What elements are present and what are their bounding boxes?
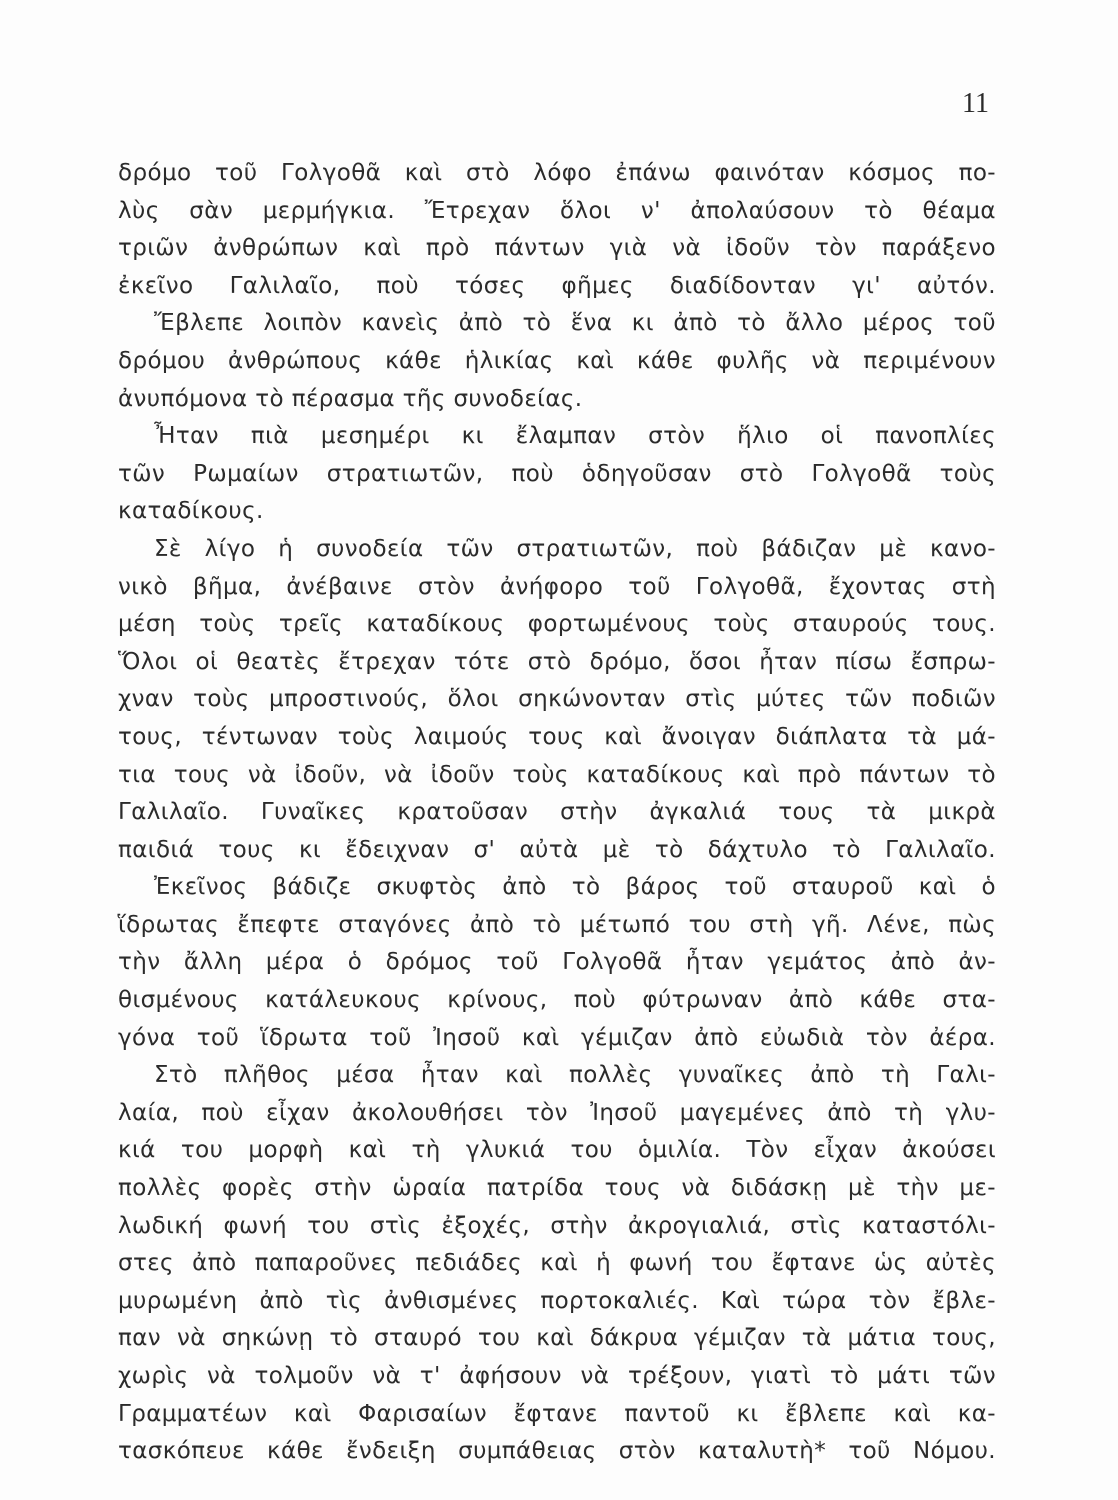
text-line: ἀνυπόμονα τὸ πέρασμα τῆς συνοδείας. <box>118 385 583 412</box>
text-line: χναν τοὺς μπροστινούς, ὅλοι σηκώνονταν στὶς μύτες τῶν ποδιῶν <box>118 686 996 713</box>
text-line: καταδίκους. <box>118 498 264 525</box>
body-text <box>118 155 996 1471</box>
text-line: Ἐκεῖνος βάδιζε σκυφτὸς ἀπὸ τὸ βάρος τοῦ σταυροῦ καὶ ὁ <box>154 874 996 901</box>
text-line: δρόμο τοῦ Γολγοθᾶ καὶ στὸ λόφο ἐπάνω φαινόταν κόσμος πο- <box>118 160 996 186</box>
text-line: θισμένους κατάλευκους κρίνους, ποὺ φύτρωναν ἀπὸ κάθε στα- <box>118 987 996 1014</box>
text-line: Ἦταν πιὰ μεσημέρι κι ἔλαμπαν στὸν ἥλιο οἱ πανοπλίες <box>154 423 996 450</box>
text-line: Γραμματέων καὶ Φαρισαίων ἔφτανε παντοῦ κι ἔβλεπε καὶ κα- <box>118 1400 996 1427</box>
text-line: μυρωμένη ἀπὸ τὶς ἀνθισμένες πορτοκαλιές. Καὶ τώρα τὸν ἔβλε- <box>118 1287 996 1314</box>
text-line: Στὸ πλῆθος μέσα ἦταν καὶ πολλὲς γυναῖκες ἀπὸ τὴ Γαλι- <box>154 1062 996 1089</box>
text-line: νικὸ βῆμα, ἀνέβαινε στὸν ἀνήφορο τοῦ Γολγοθᾶ, ἔχοντας στὴ <box>118 573 996 600</box>
text-line: χωρὶς νὰ τολμοῦν νὰ τ' ἀφήσουν νὰ τρέξουν, γιατὶ τὸ μάτι τῶν <box>118 1363 996 1389</box>
text-line: πολλὲς φορὲς στὴν ὡραία πατρίδα τους νὰ διδάσκῃ μὲ τὴν με- <box>118 1175 996 1202</box>
text-line: Γαλιλαῖο. Γυναῖκες κρατοῦσαν στὴν ἀγκαλιά τους τὰ μικρὰ <box>118 799 996 826</box>
text-line: τριῶν ἀνθρώπων καὶ πρὸ πάντων γιὰ νὰ ἰδοῦν τὸν παράξενο <box>118 235 996 262</box>
text-line: κιά του μορφὴ καὶ τὴ γλυκιά του ὁμιλία. Τὸν εἶχαν ἀκούσει <box>118 1137 996 1164</box>
text-line: δρόμου ἀνθρώπους κάθε ἡλικίας καὶ κάθε φυλῆς νὰ περιμένουν <box>118 347 996 374</box>
text-line: Σὲ λίγο ἡ συνοδεία τῶν στρατιωτῶν, ποὺ βάδιζαν μὲ κανο- <box>154 535 996 562</box>
text-line: γόνα τοῦ ἵδρωτα τοῦ Ἰησοῦ καὶ γέμιζαν ἀπὸ εὐωδιὰ τὸν ἀέρα. <box>118 1024 996 1051</box>
text-line: λὺς σὰν μερμήγκια. Ἔτρεχαν ὅλοι ν' ἀπολαύσουν τὸ θέαμα <box>118 197 996 224</box>
text-line: τους, τέντωναν τοὺς λαιμούς τους καὶ ἄνοιγαν διάπλατα τὰ μά- <box>118 723 996 750</box>
text-line: Ἔβλεπε λοιπὸν κανεὶς ἀπὸ τὸ ἕνα κι ἀπὸ τὸ ἄλλο μέρος τοῦ <box>154 310 996 337</box>
text-line: ἐκεῖνο Γαλιλαῖο, ποὺ τόσες φῆμες διαδίδονταν γι' αὐτόν. <box>118 272 996 299</box>
text-line: μέση τοὺς τρεῖς καταδίκους φορτωμένους τοὺς σταυρούς τους. <box>118 611 996 638</box>
text-line: παιδιά τους κι ἔδειχναν σ' αὐτὰ μὲ τὸ δάχτυλο τὸ Γαλιλαῖο. <box>118 836 996 863</box>
text-line: λαία, ποὺ εἶχαν ἀκολουθήσει τὸν Ἰησοῦ μαγεμένες ἀπὸ τὴ γλυ- <box>118 1099 996 1126</box>
text-line: λωδική φωνή του στὶς ἐξοχές, στὴν ἀκρογιαλιά, στὶς καταστόλι- <box>118 1212 996 1239</box>
text-line: παν νὰ σηκώνῃ τὸ σταυρό του καὶ δάκρυα γέμιζαν τὰ μάτια τους, <box>118 1325 996 1352</box>
text-line: τὴν ἄλλη μέρα ὁ δρόμος τοῦ Γολγοθᾶ ἦταν γεμάτος ἀπὸ ἀν- <box>118 949 996 976</box>
text-line: τια τους νὰ ἰδοῦν, νὰ ἰδοῦν τοὺς καταδίκους καὶ πρὸ πάντων τὸ <box>118 761 996 788</box>
text-line: τῶν Ρωμαίων στρατιωτῶν, ποὺ ὁδηγοῦσαν στὸ Γολγοθᾶ τοὺς <box>118 460 996 487</box>
text-line: Ὅλοι οἱ θεατὲς ἔτρεχαν τότε στὸ δρόμο, ὅσοι ἦταν πίσω ἔσπρω- <box>118 648 996 675</box>
text-line: ἵδρωτας ἔπεφτε σταγόνες ἀπὸ τὸ μέτωπό του στὴ γῆ. Λένε, πὼς <box>118 911 996 938</box>
text-line: στες ἀπὸ παπαροῦνες πεδιάδες καὶ ἡ φωνή του ἔφτανε ὡς αὐτὲς <box>118 1250 996 1277</box>
text-line: τασκόπευε κάθε ἔνδειξη συμπάθειας στὸν καταλυτὴ* τοῦ Νόμου. <box>118 1438 996 1465</box>
page-number: 11 <box>962 88 989 119</box>
